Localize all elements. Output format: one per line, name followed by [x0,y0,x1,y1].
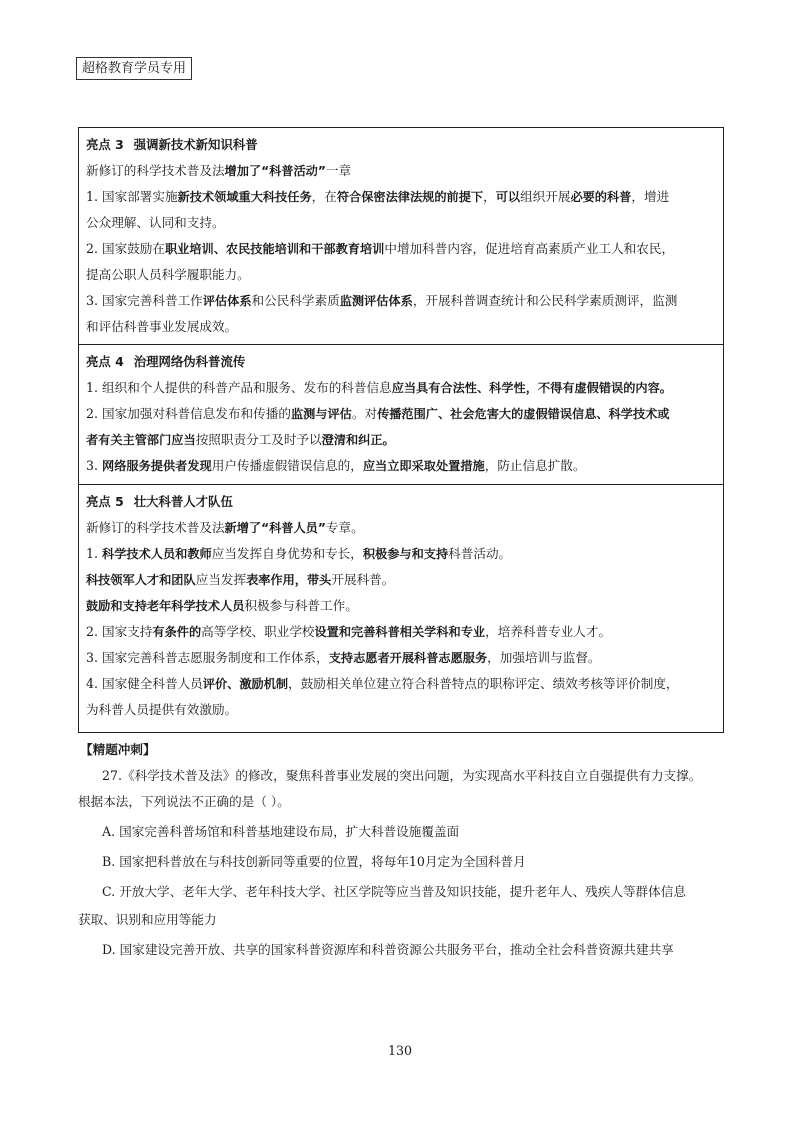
practice-heading: 【精题冲刺】 [80,742,156,757]
highlight-3-heading: 亮点 3 强调新技术新知识科普 [86,137,258,152]
option-c-cont: 获取、识别和应用等能力 [78,912,217,927]
highlight-5-box [78,485,724,733]
highlight-5-point-3: 3. 国家完善科普志愿服务制度和工作体系，支持志愿者开展科普志愿服务，加强培训与监督。 [86,650,601,665]
highlight-5-point-2: 2. 国家支持有条件的高等学校、职业学校设置和完善科普相关学科和专业，培养科普专业人才。 [86,624,612,639]
highlight-3-intro: 新修订的科学技术普及法增加了“科普活动”一章 [86,163,352,178]
highlight-4-point-2-cont: 者有关主管部门应当按照职责分工及时予以澄清和纠正。 [86,432,395,447]
highlight-4-point-2: 2. 国家加强对科普信息发布和传播的监测与评估。对传播范围广、社会危害大的虚假错误信息、科学技术或 [86,406,670,421]
page-number: 130 [387,1043,413,1058]
highlight-3-point-1: 1. 国家部署实施新技术领域重大科技任务，在符合保密法律法规的前提下，可以组织开展必要的科普，增进 [86,189,670,204]
highlight-3-point-3: 3. 国家完善科普工作评估体系和公民科学素质监测评估体系，开展科普调查统计和公民科学素质测评，监测 [86,293,678,308]
highlight-3-point-3-cont: 和评估科普事业发展成效。 [86,319,238,334]
highlight-4-point-1: 1. 组织和个人提供的科普产品和服务、发布的科普信息应当具有合法性、科学性，不得有虚假错误的内容。 [86,380,672,395]
question-stem-cont: 根据本法，下列说法不正确的是（ ）。 [78,794,290,809]
highlight-5-point-1: 1. 科学技术人员和教师应当发挥自身优势和专长，积极参与和支持科普活动。 [86,546,512,561]
highlight-3-point-2: 2. 国家鼓励在职业培训、农民技能培训和干部教育培训中增加科普内容，促进培育高素质产业工人和农民， [86,241,675,256]
highlight-5-point-4-cont: 为科普人员提供有效激励。 [86,702,238,717]
highlight-3-point-1-cont: 公众理解、认同和支持。 [86,215,225,230]
option-b: B. 国家把科普放在与科技创新同等重要的位置，将每年10月定为全国科普月 [102,854,526,869]
highlight-5-heading: 亮点 5 壮大科普人才队伍 [86,494,233,509]
option-a: A. 国家完善科普场馆和科普基地建设布局，扩大科普设施覆盖面 [102,824,460,839]
highlight-4-heading: 亮点 4 治理网络伪科普流传 [86,354,246,369]
option-d: D. 国家建设完善开放、共享的国家科普资源库和科普资源公共服务平台，推动全社会科普资源共建共享 [102,942,674,957]
highlight-5-point-1c: 鼓励和支持老年科学技术人员积极参与科普工作。 [86,598,358,613]
highlight-3-point-2-cont: 提高公职人员科学履职能力。 [86,267,250,282]
practice-question [78,740,728,960]
highlight-4-point-3: 3. 网络服务提供者发现用户传播虚假错误信息的，应当立即采取处置措施，防止信息扩散。 [86,458,586,473]
highlight-3-box [78,127,724,345]
option-c: C. 开放大学、老年大学、老年科技大学、社区学院等应当普及知识技能，提升老年人、残疾人等群体信息 [102,884,686,899]
highlight-5-point-4: 4. 国家健全科普人员评价、激励机制，鼓励相关单位建立符合科普特点的职称评定、绩效考核等评价制度， [86,676,679,691]
question-stem: 27.《科学技术普及法》的修改，聚焦科普事业发展的突出问题，为实现高水平科技自立自强提供有力支撑。 [102,768,702,783]
highlight-4-box [78,345,724,485]
highlight-5-intro: 新修订的科学技术普及法新增了“科普人员”专章。 [86,520,364,535]
highlight-5-point-1b: 科技领军人才和团队应当发挥表率作用，带头开展科普。 [86,572,395,587]
member-only-stamp: 超格教育学员专用 [76,57,192,80]
